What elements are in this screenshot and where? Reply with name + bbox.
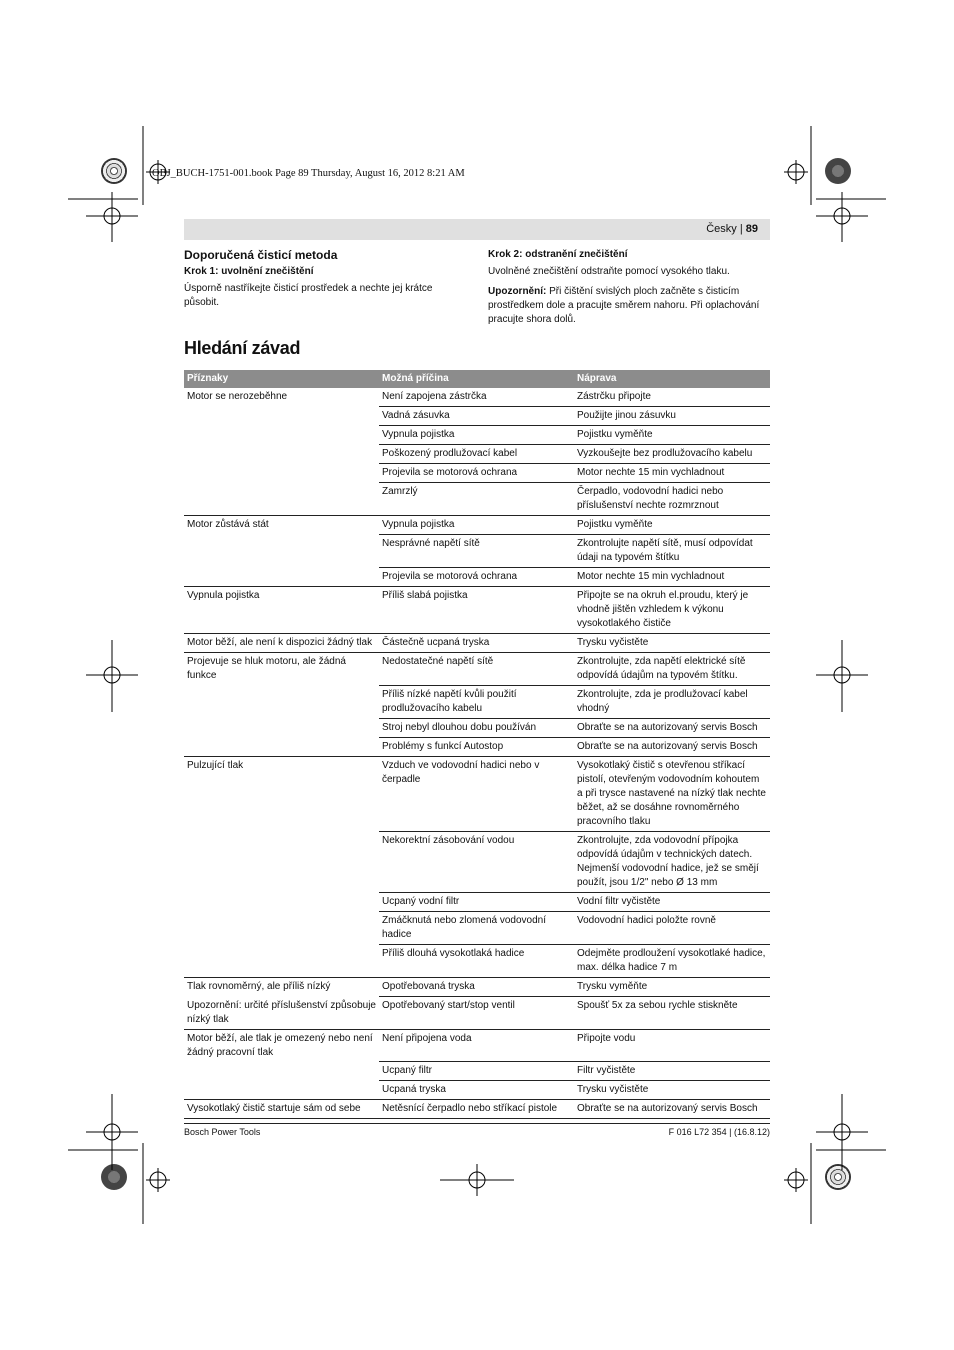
symptom-cell — [184, 483, 379, 516]
symptom-cell: Motor se nerozeběhne — [187, 391, 288, 402]
cause-cell: Příliš dlouhá vysokotlaká hadice — [379, 945, 574, 978]
cause-cell: Opotřebovaný start/stop ventil — [379, 997, 574, 1030]
table-row — [184, 587, 770, 634]
symptom-cell — [184, 426, 379, 445]
cause-cell: Projevila se motorová ochrana — [379, 464, 574, 483]
remedy-cell: Vodovodní hadici položte rovně — [574, 912, 770, 945]
symptom-cell: Projevuje se hluk motoru, ale žádná funkce — [187, 656, 346, 681]
cleaning-heading: Doporučená čisticí metoda — [184, 248, 338, 262]
remedy-cell: Motor nechte 15 min vychladnout — [574, 464, 770, 483]
symptom-cell — [184, 893, 379, 912]
page-header-label: Česky | 89 — [706, 223, 758, 235]
table-row — [184, 1062, 770, 1081]
table-row — [184, 653, 770, 686]
symptom-cell: Vysokotlaký čistič startuje sám od sebe — [184, 1100, 379, 1119]
table-row — [184, 1081, 770, 1100]
cause-cell: Nekorektní zásobování vodou — [379, 832, 574, 893]
table-row — [184, 388, 770, 407]
symptom-cell — [184, 945, 379, 978]
step2-title: Krok 2: odstranění znečištění — [488, 249, 628, 260]
symptom-cell: Upozornění: určité příslušenství způsobuje nízký tlak — [184, 997, 379, 1030]
remedy-cell: Vyzkoušejte bez prodlužovacího kabelu — [574, 445, 770, 464]
remedy-cell: Pojistku vyměňte — [574, 516, 770, 535]
page-header-bar — [184, 219, 770, 240]
cleaning-method-right — [488, 248, 770, 330]
cause-cell: Příliš nízké napětí kvůli použití prodlužovacího kabelu — [379, 686, 574, 719]
table-row — [184, 912, 770, 945]
table-row — [184, 832, 770, 893]
remedy-cell: Trysku vyčistěte — [574, 1081, 770, 1100]
table-row — [184, 686, 770, 719]
table-row — [184, 1100, 770, 1119]
cause-cell: Netěsnící čerpadlo nebo stříkací pistole — [379, 1100, 574, 1119]
cause-cell: Částečně ucpaná tryska — [379, 634, 574, 653]
symptom-cell: Motor zůstává stát — [187, 519, 269, 530]
cause-cell: Problémy s funkcí Autostop — [379, 738, 574, 757]
symptom-cell — [184, 1062, 379, 1081]
troubleshooting-table — [184, 370, 770, 1119]
note-label: Upozornění: — [488, 286, 547, 297]
note-paragraph — [488, 285, 770, 327]
table-row — [184, 738, 770, 757]
symptom-cell: Vypnula pojistka — [184, 587, 379, 634]
symptom-cell — [184, 912, 379, 945]
remedy-cell: Pojistku vyměňte — [574, 426, 770, 445]
troubleshooting-table-wrap — [184, 370, 770, 1119]
remedy-cell: Filtr vyčistěte — [574, 1062, 770, 1081]
remedy-cell: Připojte vodu — [574, 1029, 770, 1062]
cause-cell: Stroj nebyl dlouhou dobu používán — [379, 719, 574, 738]
table-row — [184, 464, 770, 483]
symptom-cell — [184, 1081, 379, 1100]
section-title: Hledání závad — [184, 338, 301, 358]
table-row — [184, 997, 770, 1030]
remedy-cell: Trysku vyměňte — [574, 978, 770, 997]
cause-cell: Vadná zásuvka — [379, 407, 574, 426]
table-row — [184, 757, 770, 832]
cause-cell: Není zapojena zástrčka — [379, 388, 574, 407]
remedy-cell: Vodní filtr vyčistěte — [574, 893, 770, 912]
footer-doc-code: F 016 L72 354 | (16.8.12) — [668, 1127, 770, 1137]
symptom-cell — [184, 407, 379, 426]
cause-cell: Zamrzlý — [379, 483, 574, 516]
remedy-cell: Zkontrolujte, zda vodovodní přípojka odpovídá údajům v technických datech. Nejmenší vodovodní hadice, jež se smějí použít, jsou 1/2" nebo Ø 13 mm — [574, 832, 770, 893]
symptom-cell: Pulzující tlak — [187, 760, 244, 771]
remedy-cell: Zkontrolujte napětí sítě, musí odpovídat údaji na typovém štítku — [574, 535, 770, 568]
table-row — [184, 634, 770, 653]
language-label: Česky — [706, 223, 737, 235]
table-row — [184, 426, 770, 445]
table-row — [184, 535, 770, 568]
symptom-cell — [184, 445, 379, 464]
symptom-cell: Tlak rovnoměrný, ale příliš nízký — [187, 981, 331, 992]
step1-title: Krok 1: uvolnění znečištění — [184, 266, 314, 277]
remedy-cell: Motor nechte 15 min vychladnout — [574, 568, 770, 587]
cleaning-method-left — [184, 248, 464, 313]
table-header-row — [184, 370, 770, 388]
table-row — [184, 893, 770, 912]
remedy-cell: Obraťte se na autorizovaný servis Bosch — [574, 738, 770, 757]
table-row — [184, 568, 770, 587]
symptom-cell — [184, 832, 379, 893]
remedy-cell: Spoušť 5x za sebou rychle stiskněte — [574, 997, 770, 1030]
remedy-cell: Použijte jinou zásuvku — [574, 407, 770, 426]
remedy-cell: Zkontrolujte, zda je prodlužovací kabel vhodný — [574, 686, 770, 719]
symptom-cell — [184, 464, 379, 483]
table-row — [184, 945, 770, 978]
cause-cell: Vypnula pojistka — [379, 426, 574, 445]
step2-text: Uvolněné znečištění odstraňte pomocí vysokého tlaku. — [488, 266, 730, 277]
remedy-cell: Čerpadlo, vodovodní hadici nebo příslušenství nechte rozmrznout — [574, 483, 770, 516]
file-info-line: OBJ_BUCH-1751-001.book Page 89 Thursday, August 16, 2012 8:21 AM — [152, 168, 465, 179]
cause-cell: Nesprávné napětí sítě — [379, 535, 574, 568]
remedy-cell: Obraťte se na autorizovaný servis Bosch — [574, 1100, 770, 1119]
remedy-cell: Trysku vyčistěte — [574, 634, 770, 653]
header-cause: Možná příčina — [379, 370, 574, 388]
symptom-cell — [184, 568, 379, 587]
symptom-cell — [184, 686, 379, 719]
table-body — [184, 388, 770, 1119]
remedy-cell: Zkontrolujte, zda napětí elektrické sítě odpovídá údajům na typovém štítku. — [574, 653, 770, 686]
table-row — [184, 407, 770, 426]
remedy-cell: Odejměte prodloužení vysokotlaké hadice, max. délka hadice 7 m — [574, 945, 770, 978]
symptom-cell: Motor běží, ale není k dispozici žádný tlak — [184, 634, 379, 653]
footer-brand: Bosch Power Tools — [184, 1127, 261, 1137]
header-remedy: Náprava — [574, 370, 770, 388]
cause-cell: Poškozený prodlužovací kabel — [379, 445, 574, 464]
table-row — [184, 1029, 770, 1062]
cause-cell: Ucpaná tryska — [379, 1081, 574, 1100]
cause-cell: Zmáčknutá nebo zlomená vodovodní hadice — [379, 912, 574, 945]
header-symptoms: Příznaky — [184, 370, 379, 388]
symptom-cell — [184, 719, 379, 738]
symptom-cell — [184, 535, 379, 568]
cause-cell: Projevila se motorová ochrana — [379, 568, 574, 587]
footer-rule — [184, 1123, 770, 1124]
remedy-cell: Obraťte se na autorizovaný servis Bosch — [574, 719, 770, 738]
cause-cell: Vzduch ve vodovodní hadici nebo v čerpadle — [379, 757, 574, 832]
note-text: Při čištění svislých ploch začněte s čisticím prostředkem dole a pracujte směrem nahoru. Při oplachování pracujte shora dolů. — [488, 286, 760, 325]
cause-cell: Příliš slabá pojistka — [379, 587, 574, 634]
symptom-cell — [184, 738, 379, 757]
cause-cell: Nedostatečné napětí sítě — [379, 653, 574, 686]
cause-cell: Vypnula pojistka — [379, 516, 574, 535]
remedy-cell: Připojte se na okruh el.proudu, který je vhodně jištěn vzhledem k výkonu vysokotlakého čističe — [574, 587, 770, 634]
table-row — [184, 978, 770, 997]
step1-text: Úsporně nastříkejte čisticí prostředek a nechte jej krátce působit. — [184, 283, 433, 308]
cause-cell: Ucpaný filtr — [379, 1062, 574, 1081]
remedy-cell: Zástrčku připojte — [574, 388, 770, 407]
symptom-cell: Motor běží, ale tlak je omezený nebo není žádný pracovní tlak — [187, 1032, 373, 1058]
table-row — [184, 445, 770, 464]
table-row — [184, 719, 770, 738]
table-row — [184, 516, 770, 535]
remedy-cell: Vysokotlaký čistič s otevřenou stříkací pistolí, otevřeným vodovodním kohoutem a při trysce nastavené na nízký tlak nechte běžet, až se dosáhne rovnoměrného pracovního tlaku — [574, 757, 770, 832]
cause-cell: Není připojena voda — [379, 1029, 574, 1062]
table-row — [184, 483, 770, 516]
page-number: 89 — [745, 223, 758, 235]
cause-cell: Opotřebovaná tryska — [379, 978, 574, 997]
cause-cell: Ucpaný vodní filtr — [379, 893, 574, 912]
